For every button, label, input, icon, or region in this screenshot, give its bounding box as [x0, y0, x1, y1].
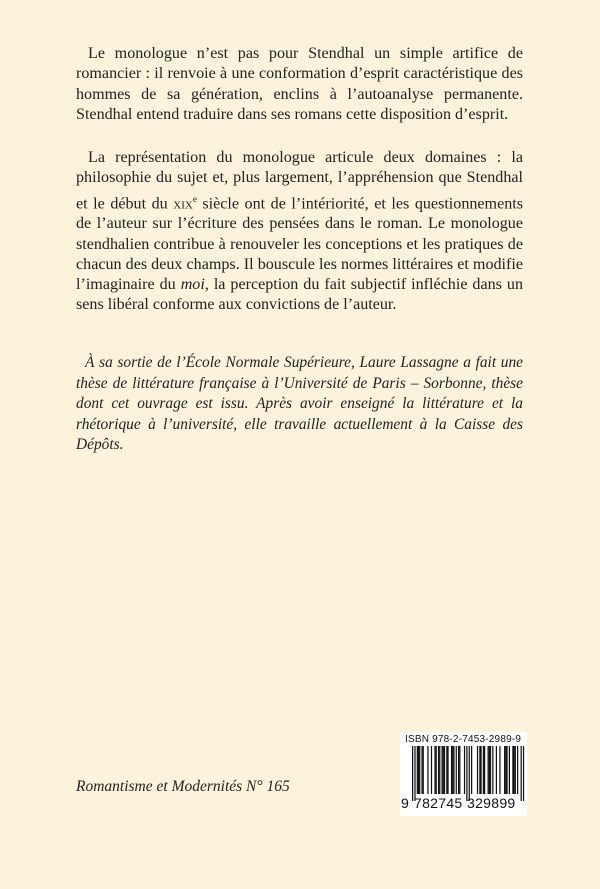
barcode-guard-bar	[414, 746, 415, 801]
barcode-bar	[443, 746, 444, 794]
paragraph-2-part-c: , la perception du fait subjectif infléchie dans un sens libéral conforme aux convictions de l’auteur.	[76, 276, 523, 314]
barcode-bar	[464, 746, 465, 794]
century-numeral: xix	[173, 195, 193, 212]
barcode-bar	[447, 746, 448, 794]
barcode-bar	[484, 746, 485, 794]
barcode-bar	[517, 746, 518, 794]
barcode-bar	[421, 746, 422, 794]
barcode-left-group: 782745	[414, 795, 463, 811]
barcode-bar	[513, 746, 514, 794]
barcode-bar	[504, 746, 505, 794]
barcode-bar	[515, 746, 516, 794]
barcode-bar	[434, 746, 435, 794]
barcode-bar	[479, 746, 480, 794]
barcode-bar	[471, 746, 472, 794]
barcode-bar	[506, 746, 507, 794]
barcode-bar	[436, 746, 437, 794]
barcode-guard-bar	[412, 746, 413, 801]
barcode-bar	[451, 746, 452, 794]
barcode-guard-bar	[523, 746, 524, 801]
century-suffix: e	[192, 193, 197, 204]
barcode-bar	[417, 746, 418, 794]
isbn-barcode	[400, 732, 527, 816]
barcode-bar	[489, 746, 490, 794]
barcode-bar	[431, 746, 432, 794]
author-bio: À sa sortie de l’École Normale Supérieure, Laure Lassagne a fait une thèse de littérature française à l’Université de Paris – Sorbonne, thèse dont cet ouvrage est issu. Après avoir enseigné la littérature et la rhétorique à l’université, elle travaille actuellement à la Caisse des Dépôts.	[76, 354, 523, 453]
barcode-bar	[499, 746, 500, 794]
paragraph-2-part-b: siècle ont de l’intériorité, et les questionnements de l’auteur sur l’écriture des pensées dans le roman. Le monologue stendhalien contribue à renouveler les conceptions et les pratiques de chacun des deux champs. Il bouscule les normes littéraires et modifie l’imaginaire du	[76, 194, 524, 294]
barcode-bar	[459, 746, 460, 794]
barcode-right-group: 329899	[467, 795, 516, 811]
barcode-bar	[423, 746, 424, 794]
barcode-bar	[438, 746, 439, 794]
barcode-bar	[480, 746, 481, 794]
barcode-guard-bar	[469, 746, 470, 801]
summary-paragraph-1: Le monologue n’est pas pour Stendhal un simple artifice de romancier : il renvoie à une conformation d’esprit caractéristique des hommes de sa génération, enclins à l’autoanalyse permanente. Stendhal entend traduire dans ses romans cette disposition d’esprit.	[76, 45, 523, 123]
barcode-bar	[444, 746, 445, 794]
barcode-bar	[496, 746, 497, 794]
barcode-bar	[453, 746, 454, 794]
barcode-bar	[439, 746, 440, 794]
barcode-bar	[512, 746, 513, 794]
barcode-bar	[442, 746, 443, 794]
barcode-bar	[456, 746, 457, 794]
barcode-bar	[418, 746, 419, 794]
barcode-bar	[452, 746, 453, 794]
paragraph-2-part-a: La représentation du monologue articule deux domaines : la philosophie du sujet et, plus largement, l’appréhension que Stendhal et le début du	[76, 149, 523, 212]
barcode-bar	[492, 746, 493, 794]
emphasis-moi: moi	[180, 276, 205, 294]
barcode-bar	[488, 746, 489, 794]
barcode-bar	[419, 746, 420, 794]
barcode-guard-bar	[521, 746, 522, 801]
barcode-bar	[483, 746, 484, 794]
barcode-bar	[446, 746, 447, 794]
barcode-bar	[458, 746, 459, 794]
barcode-bar	[477, 746, 478, 794]
summary-paragraph-2	[76, 148, 523, 316]
barcode-guard-bar	[466, 746, 467, 801]
series-label: Romantisme et Modernités N° 165	[76, 778, 290, 795]
barcode-bar	[505, 746, 506, 794]
barcode-bar	[490, 746, 491, 794]
barcode-first-digit: 9	[401, 795, 410, 811]
barcode-bar	[427, 746, 428, 794]
barcode-bar	[509, 746, 510, 794]
isbn-label: ISBN 978-2-7453-2989-9	[405, 734, 522, 745]
